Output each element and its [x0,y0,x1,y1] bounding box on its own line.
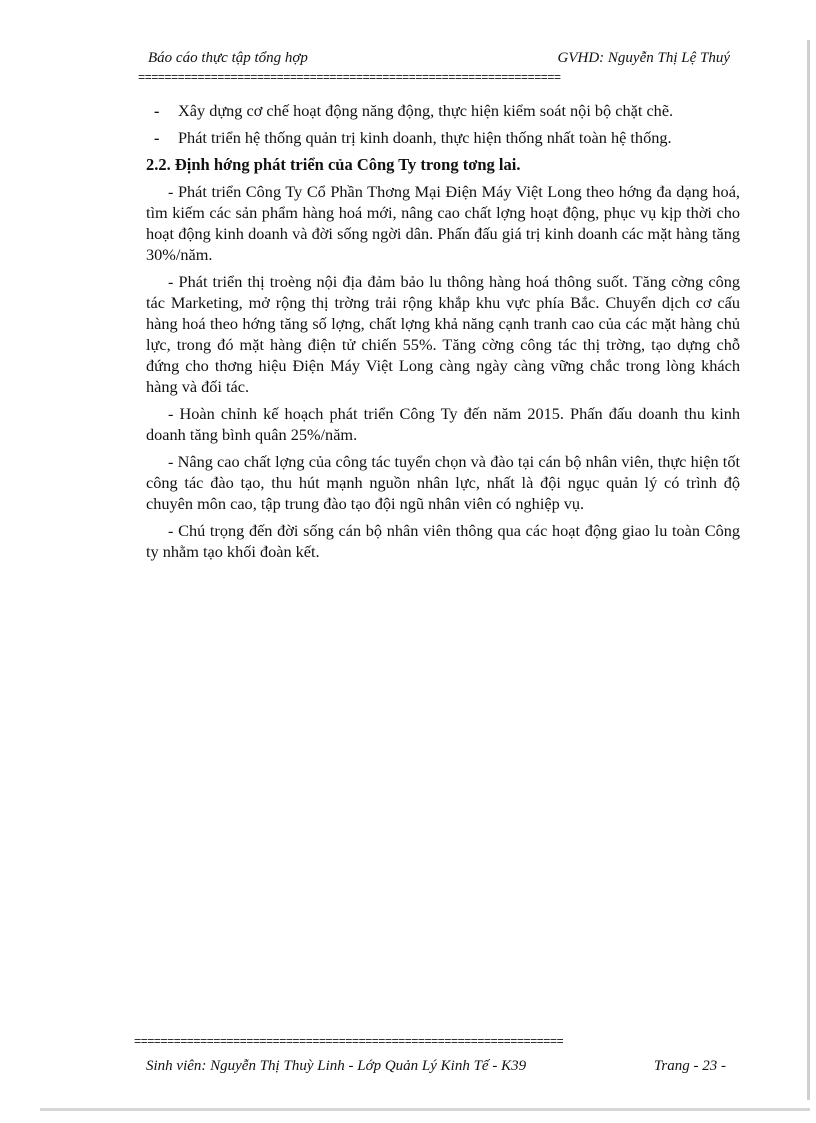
footer-page-number: Trang - 23 - [653,1058,726,1074]
bullet-mark: - [154,101,160,120]
header-report-title: Báo cáo thực tập tổng hợp [148,50,308,66]
section-heading: 2.2. Định hớng phát triển của Công Ty trong tơng lai. [146,155,521,174]
document-body [146,100,740,568]
body-paragraph-1: - Phát triển Công Ty Cổ Phần Thơng Mại Điện Máy Việt Long theo hớng đa dạng hoá, tìm kiếm các sản phẩm hàng hoá mới, nâng cao chất lợng hoạt động, phục vụ kịp thời cho hoạt động kinh doanh và đời sống ngời dân. Phấn đấu giá trị kinh doanh các mặt hàng tăng 30%/năm. [146,182,740,264]
bullet-text: Xây dựng cơ chế hoạt động năng động, thực hiện kiểm soát nội bộ chặt chẽ. [178,101,674,120]
header-advisor: GVHD: Nguyễn Thị Lệ Thuý [557,50,730,66]
body-paragraph-5: - Chú trọng đến đời sống cán bộ nhân viên thông qua các hoạt động giao lu toàn Công ty nhằm tạo khối đoàn kết. [146,521,740,561]
bullet-text: Phát triển hệ thống quản trị kinh doanh, thực hiện thống nhất toàn hệ thống. [178,128,672,147]
bullet-paragraph-2 [146,127,740,148]
footer-rule: ================================================================= [134,1036,564,1049]
bullet-mark: - [154,128,160,147]
page-header [136,50,736,74]
body-paragraph-4: - Nâng cao chất lợng của công tác tuyển chọn và đào tại cán bộ nhân viên, thực hiện tốt công tác đào tạo, thu hút mạnh nguồn nhân lực, nhất là đội ngục quản lý có trình độ chuyên môn cao, tập trung đào tạo đội ngũ nhân viên có nghiệp vụ. [146,452,740,513]
body-paragraph-2: - Phát triển thị troèng nội địa đảm bảo lu thông hàng hoá thông suốt. Tăng cờng công tác Marketing, mở rộng thị trờng trải rộng khắp khu vực phía Bắc. Chuyển dịch cơ cấu hàng hoá theo hớng tăng số lợng, chất lợng khả năng cạnh tranh cao của các mặt hàng chủ lực, trong đó mặt hàng điện tử chiến 55%. Tăng cờng công tác thị trờng, tạo dựng chỗ đứng cho thơng hiệu Điện Máy Việt Long càng ngày càng vững chắc trong lòng khách hàng và đối tác. [146,272,740,396]
header-rule: ================================================================ [138,72,561,85]
body-paragraph-3: - Hoàn chỉnh kế hoạch phát triển Công Ty đến năm 2015. Phấn đấu doanh thu kinh doanh tăng bình quân 25%/năm. [146,404,740,444]
bullet-paragraph-1 [146,100,740,121]
footer-student-info: Sinh viên: Nguyễn Thị Thuỳ Linh - Lớp Quản Lý Kinh Tế - K39 [146,1058,527,1074]
